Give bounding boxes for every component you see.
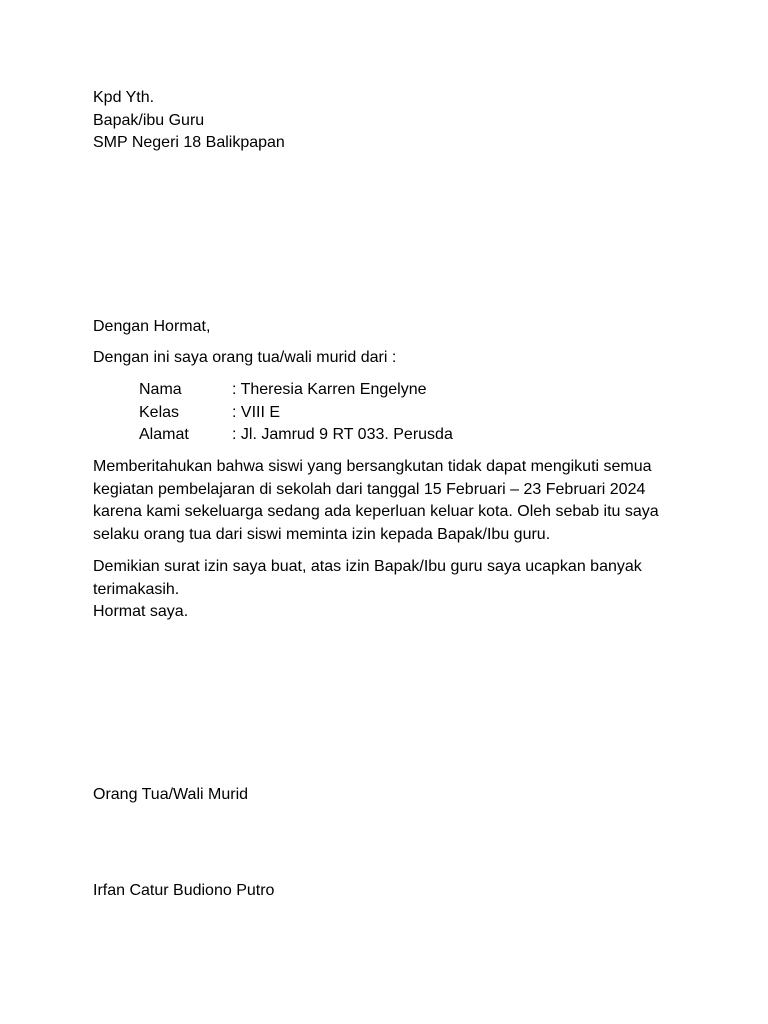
student-details — [139, 379, 453, 447]
student-detail-row — [139, 402, 453, 425]
detail-label: Kelas — [139, 403, 180, 421]
detail-value: : Jl. Jamrud 9 RT 033. Perusda — [232, 426, 453, 443]
student-detail-row — [139, 424, 453, 447]
body-line: selaku orang tua dari siswi meminta izin kepada Bapak/Ibu guru. — [93, 525, 551, 543]
closing-line: Demikian surat izin saya buat, atas izin Bapak/Ibu guru saya ucapkan banyak — [93, 558, 642, 575]
detail-value: : Theresia Karren Engelyne — [232, 381, 427, 398]
detail-label: Alamat — [139, 426, 189, 443]
recipient-block — [93, 87, 285, 155]
body-line: kegiatan pembelajaran di sekolah dari tanggal 15 Februari – 23 Februari 2024 — [93, 480, 646, 498]
closing-paragraph — [93, 556, 642, 601]
recipient-line-1: Kpd Yth. — [93, 89, 155, 106]
body-line: Memberitahukan bahwa siswi yang bersangkutan tidak dapat mengikuti semua — [93, 458, 652, 475]
greeting: Dengan Hormat, — [93, 318, 211, 335]
recipient-line-2: Bapak/ibu Guru — [93, 111, 205, 129]
detail-label: Nama — [139, 381, 182, 398]
student-detail-row — [139, 379, 453, 402]
body-line: karena kami sekeluarga sedang ada keperluan keluar kota. Oleh sebab itu saya — [93, 503, 659, 520]
closing-line: terimakasih. — [93, 580, 180, 598]
closing-salutation: Hormat saya. — [93, 603, 189, 620]
detail-value: : VIII E — [232, 403, 281, 421]
signer-name: Irfan Catur Budiono Putro — [93, 882, 275, 899]
signer-role: Orang Tua/Wali Murid — [93, 786, 249, 803]
recipient-line-3: SMP Negeri 18 Balikpapan — [93, 134, 285, 151]
body-paragraph — [93, 456, 659, 546]
intro-line: Dengan ini saya orang tua/wali murid dari : — [93, 349, 397, 366]
